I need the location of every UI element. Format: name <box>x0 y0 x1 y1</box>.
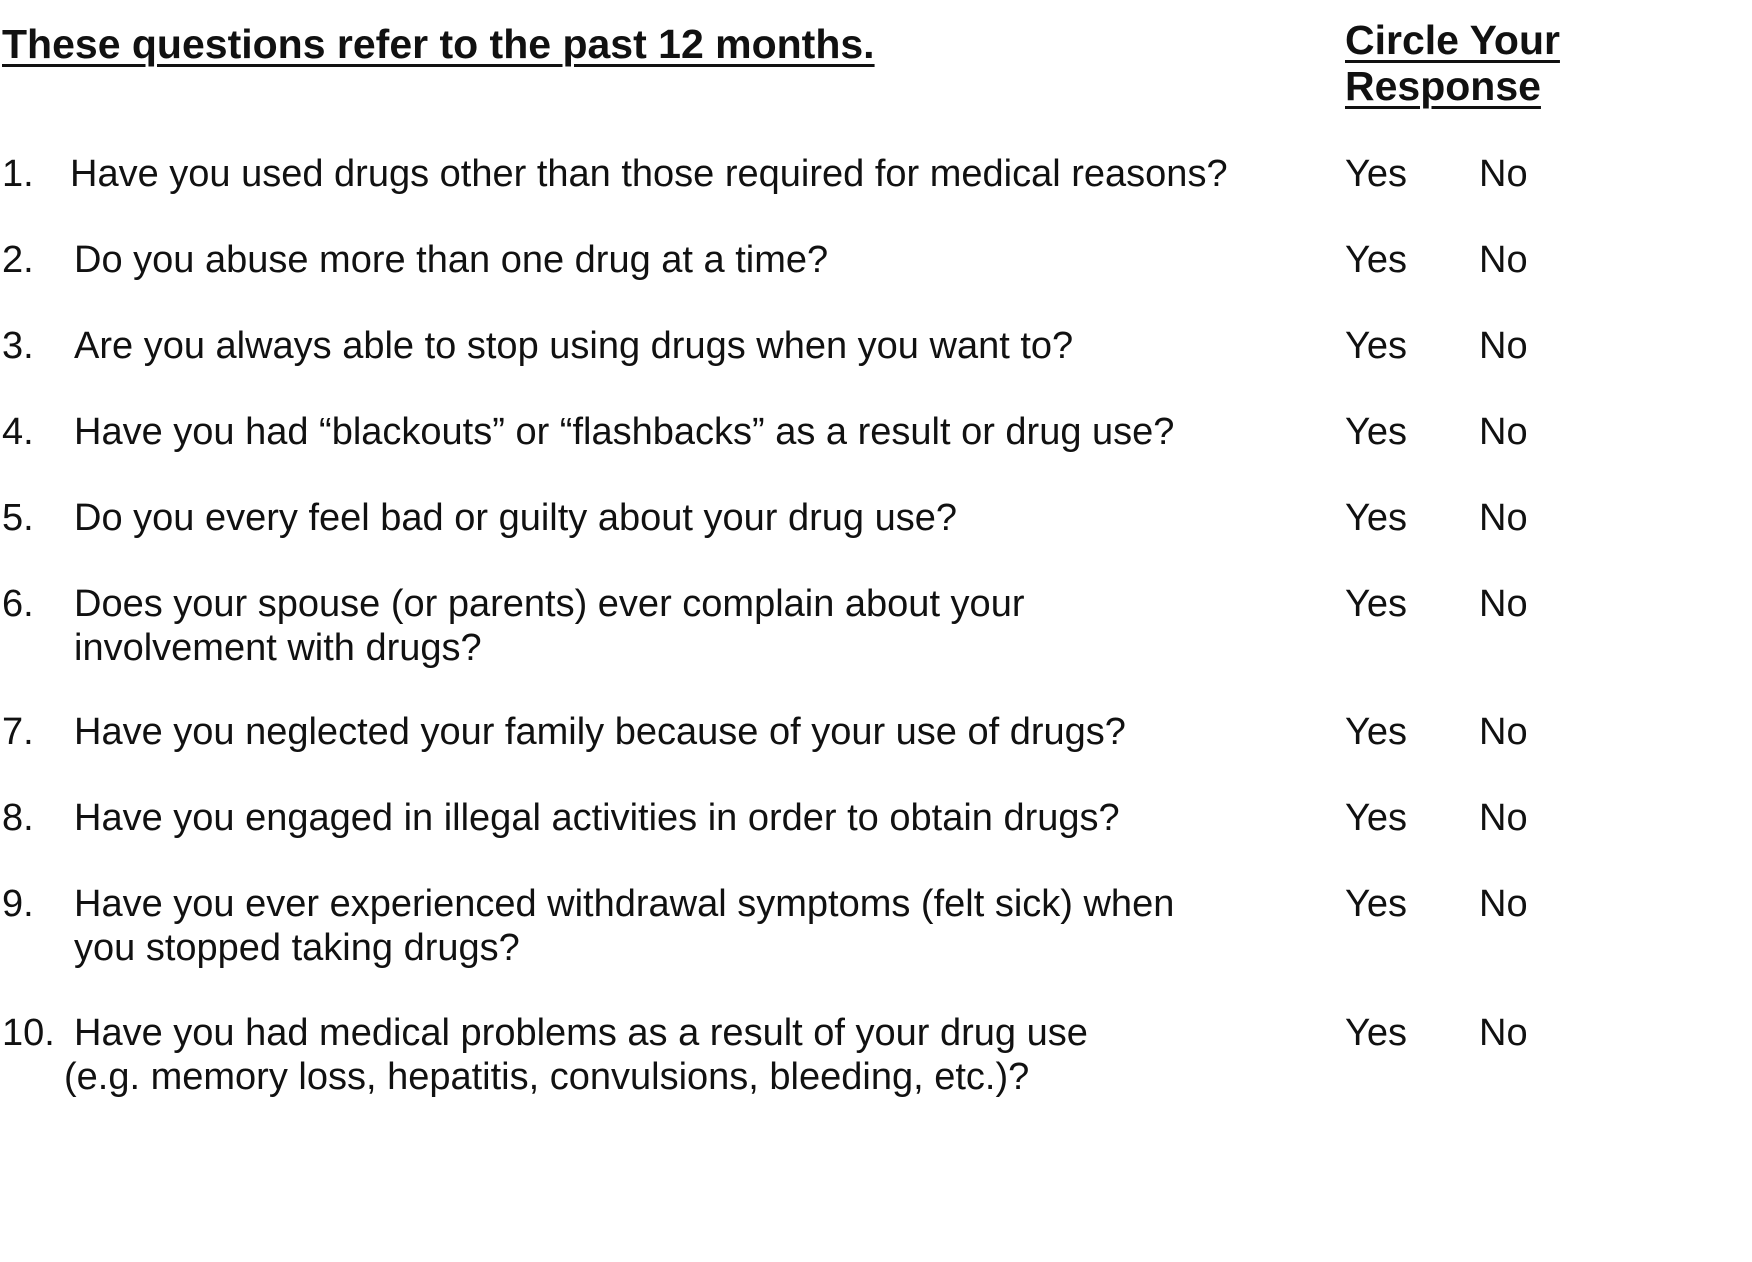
page-title: These questions refer to the past 12 months. <box>2 21 875 67</box>
question-number: 10. <box>2 1012 55 1054</box>
response-header-line2: Response <box>1345 63 1541 109</box>
question-text: Are you always able to stop using drugs when you want to? <box>74 325 1074 367</box>
question-number: 5. <box>2 497 34 539</box>
yes-option[interactable]: Yes <box>1345 1012 1407 1054</box>
yes-option[interactable]: Yes <box>1345 883 1407 925</box>
yes-option[interactable]: Yes <box>1345 583 1407 625</box>
no-option[interactable]: No <box>1479 797 1528 839</box>
response-header-line1: Circle Your <box>1345 17 1560 63</box>
no-option[interactable]: No <box>1479 883 1528 925</box>
yes-option[interactable]: Yes <box>1345 497 1407 539</box>
no-option[interactable]: No <box>1479 239 1528 281</box>
question-text: Have you used drugs other than those required for medical reasons? <box>70 153 1228 195</box>
no-option[interactable]: No <box>1479 497 1528 539</box>
no-option[interactable]: No <box>1479 325 1528 367</box>
question-number: 1. <box>2 153 34 195</box>
question-number: 7. <box>2 711 34 753</box>
yes-option[interactable]: Yes <box>1345 711 1407 753</box>
question-text-line1: Have you had medical problems as a result of your drug use <box>74 1012 1088 1054</box>
question-text: Does your spouse (or parents) ever complain about your involvement with drugs? <box>74 583 1025 669</box>
question-text: Have you neglected your family because of your use of drugs? <box>74 711 1126 753</box>
question-text: Do you abuse more than one drug at a time? <box>74 239 829 281</box>
yes-option[interactable]: Yes <box>1345 411 1407 453</box>
question-number: 6. <box>2 583 34 625</box>
no-option[interactable]: No <box>1479 1012 1528 1054</box>
question-number: 2. <box>2 239 34 281</box>
question-number: 3. <box>2 325 34 367</box>
no-option[interactable]: No <box>1479 583 1528 625</box>
yes-option[interactable]: Yes <box>1345 325 1407 367</box>
yes-option[interactable]: Yes <box>1345 239 1407 281</box>
yes-option[interactable]: Yes <box>1345 153 1407 195</box>
question-text: Have you had “blackouts” or “flashbacks” as a result or drug use? <box>74 411 1175 453</box>
question-text: Have you engaged in illegal activities in order to obtain drugs? <box>74 797 1120 839</box>
question-text: Have you ever experienced withdrawal symptoms (felt sick) when you stopped taking drugs? <box>74 883 1175 969</box>
no-option[interactable]: No <box>1479 411 1528 453</box>
yes-option[interactable]: Yes <box>1345 797 1407 839</box>
no-option[interactable]: No <box>1479 153 1528 195</box>
question-text <box>64 1011 1244 1099</box>
question-number: 9. <box>2 883 34 925</box>
question-text-line2: (e.g. memory loss, hepatitis, convulsions, bleeding, etc.)? <box>64 1056 1030 1098</box>
question-text: Do you every feel bad or guilty about your drug use? <box>74 497 957 539</box>
question-number: 4. <box>2 411 34 453</box>
no-option[interactable]: No <box>1479 711 1528 753</box>
question-number: 8. <box>2 797 34 839</box>
